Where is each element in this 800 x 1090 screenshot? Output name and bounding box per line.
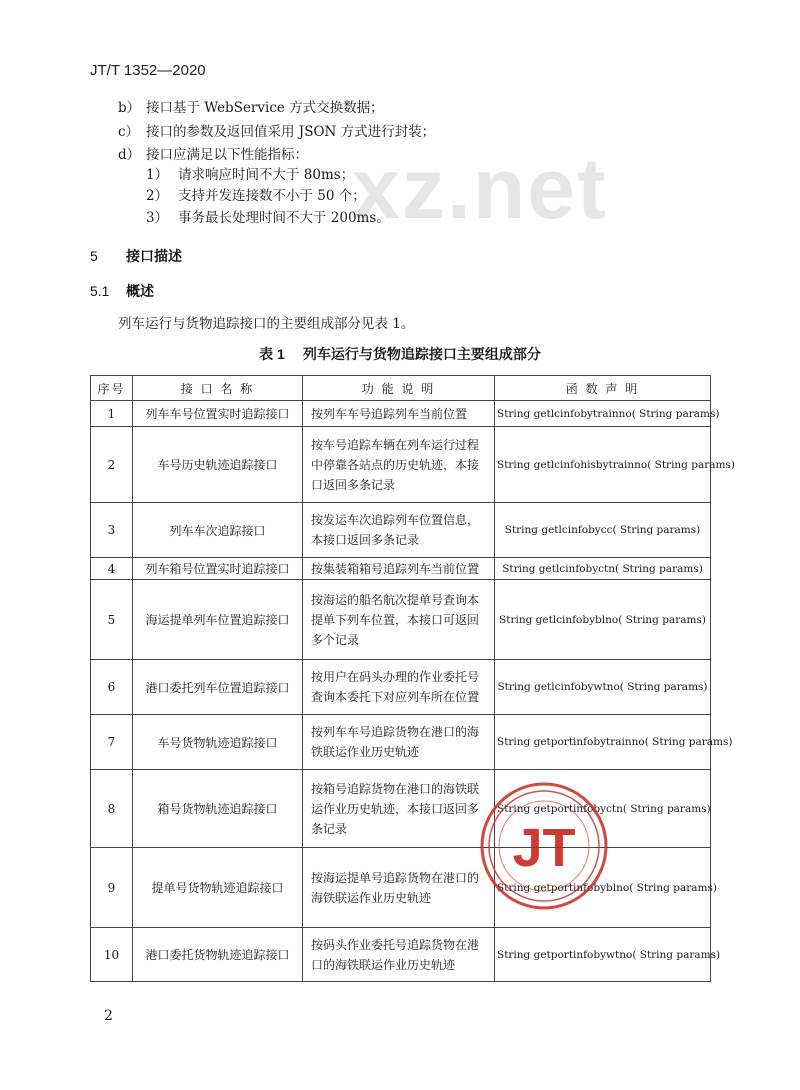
cell-sig: String getportinfobytrainno( String params) [495, 715, 711, 770]
cell-desc: 按用户在码头办理的作业委托号查询本委托下对应列车所在位置 [303, 660, 495, 715]
cell-desc: 按箱号追踪货物在港口的海铁联运作业历史轨迹，本接口返回多条记录 [303, 770, 495, 848]
cell-name: 车号货物轨迹追踪接口 [133, 715, 303, 770]
cell-sig: String getlcinfobytrainno( String params) [495, 401, 711, 427]
cell-no: 1 [91, 401, 133, 427]
cell-name: 港口委托列车位置追踪接口 [133, 660, 303, 715]
header-name: 接 口 名 称 [133, 376, 303, 401]
sub-list-item [146, 184, 366, 204]
sub-list-marker: 1） [146, 167, 169, 183]
cell-no: 6 [91, 660, 133, 715]
page-number: 2 [104, 1008, 113, 1024]
table-row [91, 427, 711, 503]
overview-paragraph: 列车运行与货物追踪接口的主要组成部分见表 1。 [118, 316, 415, 332]
table-caption [0, 344, 800, 364]
section-title: 接口描述 [126, 248, 182, 264]
watermark: xz.net [352, 141, 608, 237]
list-text: 接口的参数及返回值采用 JSON 方式进行封装； [146, 124, 436, 140]
table-row [91, 770, 711, 848]
cell-name: 提单号货物轨迹追踪接口 [133, 848, 303, 928]
table-row [91, 660, 711, 715]
list-item [118, 143, 308, 163]
cell-no: 8 [91, 770, 133, 848]
cell-sig: String getlcinfobycc( String params) [495, 503, 711, 558]
sub-list-text: 请求响应时间不大于 80ms； [178, 167, 355, 183]
sub-list-item [146, 163, 354, 183]
cell-name: 车号历史轨迹追踪接口 [133, 427, 303, 503]
list-marker: c） [118, 124, 140, 140]
subsection-number: 5.1 [90, 283, 110, 299]
header-no: 序号 [91, 376, 133, 401]
cell-sig: String getportinfobyctn( String params) [495, 770, 711, 848]
cell-name: 港口委托货物轨迹追踪接口 [133, 928, 303, 982]
standard-code: JT/T 1352—2020 [90, 62, 206, 79]
sub-list-item [146, 206, 390, 226]
cell-no: 9 [91, 848, 133, 928]
cell-sig: String getlcinfobyctn( String params) [495, 558, 711, 580]
cell-sig: String getportinfobyblno( String params) [495, 848, 711, 928]
cell-desc: 按码头作业委托号追踪货物在港口的海铁联运作业历史轨迹 [303, 928, 495, 982]
cell-desc: 按列车车号追踪货物在港口的海铁联运作业历史轨迹 [303, 715, 495, 770]
list-marker: b） [118, 100, 141, 116]
cell-desc: 按海运的船名航次提单号查询本提单下列车位置，本接口可返回多个记录 [303, 580, 495, 660]
stamp-text: JT [512, 818, 576, 878]
sub-list-marker: 2） [146, 188, 169, 204]
sub-list-text: 支持并发连接数不小于 50 个； [178, 188, 366, 204]
table-row [91, 503, 711, 558]
cell-no: 10 [91, 928, 133, 982]
table-row [91, 715, 711, 770]
cell-sig: String getlcinfohisbytrainno( String params) [495, 427, 711, 503]
table-caption-number: 表 1 [259, 346, 285, 362]
list-text: 接口基于 WebService 方式交换数据； [146, 100, 384, 116]
sub-list-marker: 3） [146, 210, 169, 226]
cell-no: 7 [91, 715, 133, 770]
cell-name: 箱号货物轨迹追踪接口 [133, 770, 303, 848]
jt-seal-stamp [478, 780, 610, 912]
table-row [91, 558, 711, 580]
header-sig: 函 数 声 明 [495, 376, 711, 401]
cell-name: 列车车次追踪接口 [133, 503, 303, 558]
sub-list-text: 事务最长处理时间不大于 200ms。 [178, 210, 390, 226]
header-desc: 功 能 说 明 [303, 376, 495, 401]
cell-sig: String getportinfobywtno( String params) [495, 928, 711, 982]
table-row [91, 580, 711, 660]
interface-table [90, 375, 735, 982]
cell-sig: String getlcinfobyblno( String params) [495, 580, 711, 660]
table-header-row [91, 376, 711, 401]
cell-sig: String getlcinfobywtno( String params) [495, 660, 711, 715]
cell-no: 5 [91, 580, 133, 660]
list-item [118, 120, 435, 140]
subsection-title: 概述 [126, 283, 154, 299]
cell-no: 3 [91, 503, 133, 558]
list-item [118, 96, 384, 116]
list-marker: d） [118, 147, 141, 163]
subsection-heading [90, 281, 154, 301]
table-row [91, 401, 711, 427]
cell-name: 海运提单列车位置追踪接口 [133, 580, 303, 660]
cell-no: 2 [91, 427, 133, 503]
cell-desc: 按发运车次追踪列车位置信息，本接口返回多条记录 [303, 503, 495, 558]
section-number: 5 [90, 248, 98, 264]
cell-desc: 按车号追踪车辆在列车运行过程中停靠各站点的历史轨迹，本接口返回多条记录 [303, 427, 495, 503]
table-row [91, 848, 711, 928]
cell-name: 列车车号位置实时追踪接口 [133, 401, 303, 427]
cell-name: 列车箱号位置实时追踪接口 [133, 558, 303, 580]
table-row [91, 928, 711, 982]
list-text: 接口应满足以下性能指标： [146, 147, 308, 163]
cell-no: 4 [91, 558, 133, 580]
table-caption-title: 列车运行与货物追踪接口主要组成部分 [302, 346, 541, 362]
cell-desc: 按列车车号追踪列车当前位置 [303, 401, 495, 427]
cell-desc: 按集装箱箱号追踪列车当前位置 [303, 558, 495, 580]
cell-desc: 按海运提单号追踪货物在港口的海铁联运作业历史轨迹 [303, 848, 495, 928]
section-heading [90, 246, 182, 266]
